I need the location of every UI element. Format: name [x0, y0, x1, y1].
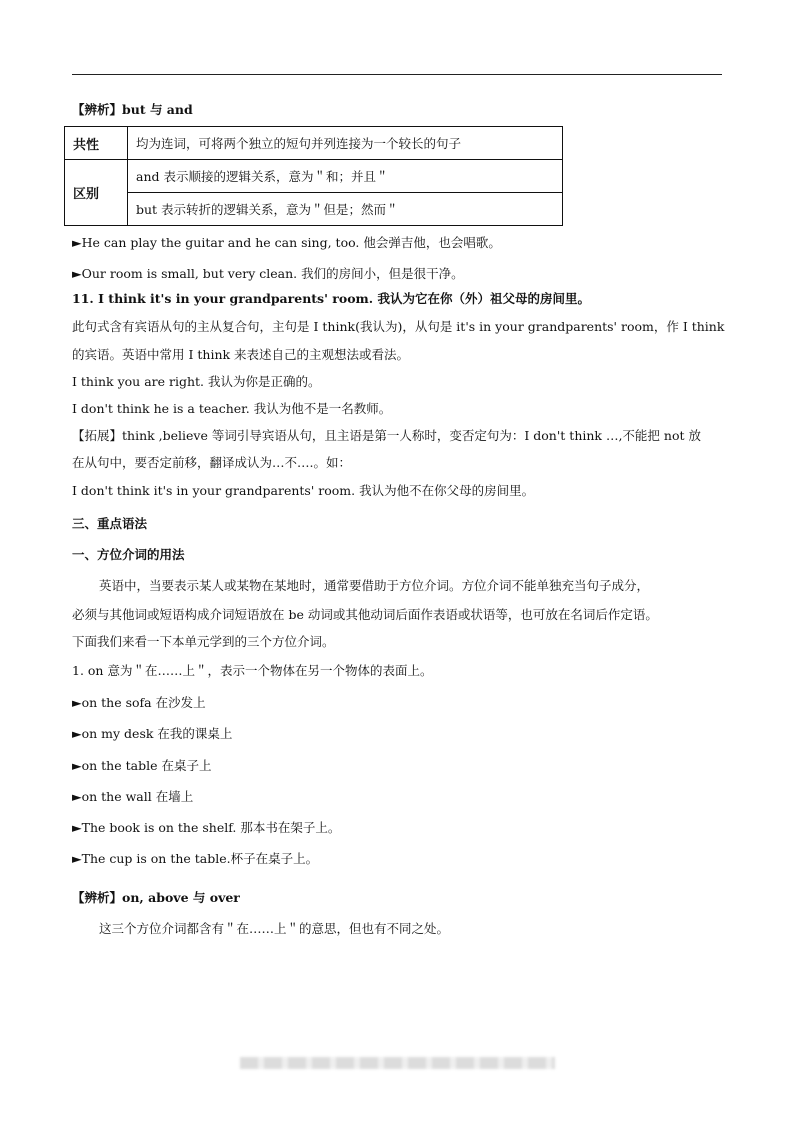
example-room: ►Our room is small, but very clean. 我们的房间小，但是很干净。 [72, 266, 464, 281]
common-text: 均为连词，可将两个独立的短句并列连接为一个较长的句子 [128, 127, 563, 160]
diff-but-text: but 表示转折的逻辑关系，意为＂但是；然而＂ [128, 193, 563, 226]
subsection-heading-prepositions: 一、方位介词的用法 [72, 547, 185, 562]
list-item: ►on my desk 在我的课桌上 [72, 726, 233, 741]
point11-example2: I don't think he is a teacher. 我认为他不是一名教师。 [72, 401, 392, 416]
bianxi-heading-on-above-over: 【辨析】on, above 与 over [72, 890, 240, 905]
footer-watermark-blur [240, 1057, 555, 1069]
list-item: ►on the table 在桌子上 [72, 758, 212, 773]
example-guitar: ►He can play the guitar and he can sing, too. 他会弹吉他，也会唱歌。 [72, 235, 501, 250]
table-row [65, 193, 563, 226]
tuozhan-example: I don't think it's in your grandparents' room. 我认为他不在你父母的房间里。 [72, 483, 535, 498]
header-rule [72, 74, 722, 75]
point11-example1: I think you are right. 我认为你是正确的。 [72, 374, 321, 389]
intro-line3: 下面我们来看一下本单元学到的三个方位介词。 [72, 634, 335, 649]
point11-para-line2: 的宾语。英语中常用 I think 来表述自己的主观想法或看法。 [72, 347, 410, 362]
point11-title: 11. I think it's in your grandparents' room. 我认为它在你（外）祖父母的房间里。 [72, 291, 590, 306]
diff-label: 区别 [65, 160, 128, 226]
list-item: ►The book is on the shelf. 那本书在架子上。 [72, 820, 341, 835]
intro-line2: 必须与其他词或短语构成介词短语放在 be 动词或其他动词后面作表语或状语等，也可放在名词后作定语。 [72, 607, 658, 622]
list-item: ►on the sofa 在沙发上 [72, 695, 206, 710]
tuozhan-line1: 【拓展】think ,believe 等词引导宾语从句，且主语是第一人称时，变否定句为：I don't think …,不能把 not 放 [72, 428, 701, 443]
tuozhan-line2: 在从句中，要否定前移，翻译成认为…不….。如： [72, 455, 351, 470]
diff-and-text: and 表示顺接的逻辑关系，意为＂和；并且＂ [128, 160, 563, 193]
list-item: ►The cup is on the table.杯子在桌子上。 [72, 851, 319, 866]
point11-para-line1: 此句式含有宾语从句的主从复合句，主句是 I think(我认为)，从句是 it's in your grandparents' room，作 I think [72, 319, 725, 334]
bianxi2-text: 这三个方位介词都含有＂在……上＂的意思，但也有不同之处。 [99, 921, 450, 936]
table-row [65, 127, 563, 160]
comparison-table [64, 126, 563, 226]
table-row [65, 160, 563, 193]
list-item: ►on the wall 在墙上 [72, 789, 194, 804]
common-label: 共性 [65, 127, 128, 160]
intro-line1: 英语中，当要表示某人或某物在某地时，通常要借助于方位介词。方位介词不能单独充当句子成分， [99, 578, 650, 593]
section-heading-grammar: 三、重点语法 [72, 516, 148, 531]
on-definition: 1. on 意为＂在……上＂，表示一个物体在另一个物体的表面上。 [72, 663, 433, 678]
bianxi-heading-but-and: 【辨析】but 与 and [72, 102, 193, 117]
